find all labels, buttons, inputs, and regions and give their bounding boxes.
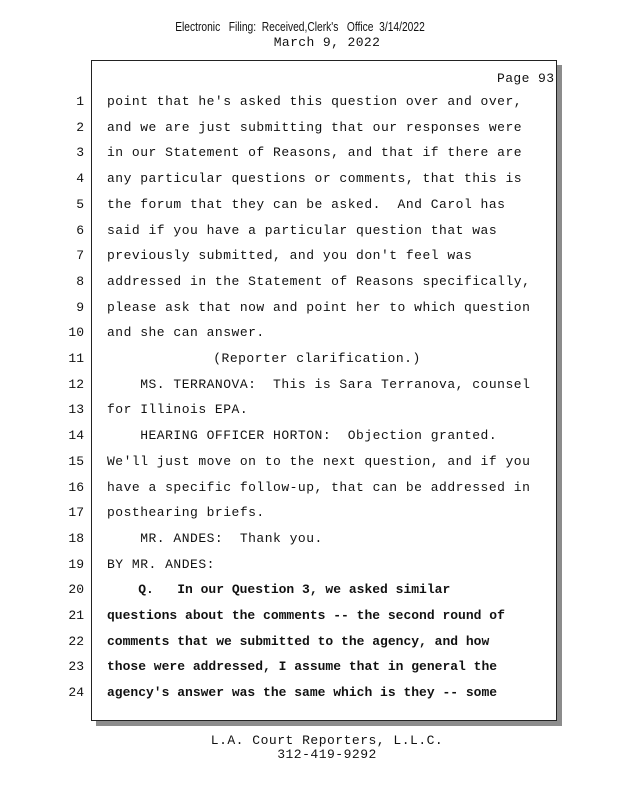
line-number: 3 bbox=[76, 145, 84, 160]
line-number: 5 bbox=[76, 197, 84, 212]
line-number: 21 bbox=[68, 608, 84, 623]
line-number: 16 bbox=[68, 480, 84, 495]
transcript-line: comments that we submitted to the agency, and how bbox=[107, 634, 490, 649]
transcript-line: MR. ANDES: Thank you. bbox=[107, 531, 323, 546]
transcript-line: previously submitted, and you don't feel was bbox=[107, 248, 473, 263]
line-number: 19 bbox=[68, 557, 84, 572]
line-number: 18 bbox=[68, 531, 84, 546]
line-number: 12 bbox=[68, 377, 84, 392]
line-number: 24 bbox=[68, 685, 84, 700]
line-number: 20 bbox=[68, 582, 84, 597]
filing-stamp: Electronic Filing: Received,Clerk's Office 3/14/2022 bbox=[175, 20, 425, 34]
line-number: 9 bbox=[76, 300, 84, 315]
transcript-line: We'll just move on to the next question, and if you bbox=[107, 454, 531, 469]
transcript-line: questions about the comments -- the second round of bbox=[107, 608, 505, 623]
transcript-line: the forum that they can be asked. And Carol has bbox=[107, 197, 506, 212]
line-number: 6 bbox=[76, 223, 84, 238]
line-number: 13 bbox=[68, 402, 84, 417]
line-number: 10 bbox=[68, 325, 84, 340]
transcript-line: MS. TERRANOVA: This is Sara Terranova, counsel bbox=[107, 377, 531, 392]
line-number: 1 bbox=[76, 94, 84, 109]
reporter-phone: 312-419-9292 bbox=[277, 747, 377, 762]
hearing-date: March 9, 2022 bbox=[273, 35, 381, 50]
line-number: 2 bbox=[76, 120, 84, 135]
transcript-line: in our Statement of Reasons, and that if there are bbox=[107, 145, 523, 160]
transcript-line: (Reporter clarification.) bbox=[213, 351, 421, 366]
transcript-line: have a specific follow-up, that can be addressed in bbox=[107, 480, 531, 495]
line-number: 11 bbox=[68, 351, 84, 366]
transcript-line: any particular questions or comments, that this is bbox=[107, 171, 523, 186]
transcript-line: and she can answer. bbox=[107, 325, 265, 340]
line-number: 7 bbox=[76, 248, 84, 263]
transcript-line: Q. In our Question 3, we asked similar bbox=[107, 582, 451, 597]
line-number: 22 bbox=[68, 634, 84, 649]
line-number: 8 bbox=[76, 274, 84, 289]
transcript-line: please ask that now and point her to which question bbox=[107, 300, 531, 315]
transcript-line: BY MR. ANDES: bbox=[107, 557, 215, 572]
transcript-line: for Illinois EPA. bbox=[107, 402, 249, 417]
transcript-line: and we are just submitting that our responses were bbox=[107, 120, 523, 135]
line-number: 17 bbox=[68, 505, 84, 520]
line-number: 23 bbox=[68, 659, 84, 674]
transcript-line: HEARING OFFICER HORTON: Objection granted. bbox=[107, 428, 498, 443]
transcript-line: said if you have a particular question that was bbox=[107, 223, 498, 238]
line-number: 15 bbox=[68, 454, 84, 469]
line-number: 14 bbox=[68, 428, 84, 443]
transcript-line: posthearing briefs. bbox=[107, 505, 265, 520]
transcript-line: agency's answer was the same which is they -- some bbox=[107, 685, 498, 700]
transcript-line: point that he's asked this question over and over, bbox=[107, 94, 523, 109]
transcript-line: addressed in the Statement of Reasons specifically, bbox=[107, 274, 531, 289]
page-number: Page 93 bbox=[497, 71, 555, 86]
line-number: 4 bbox=[76, 171, 84, 186]
reporter-company: L.A. Court Reporters, L.L.C. bbox=[210, 733, 444, 748]
transcript-line: those were addressed, I assume that in general the bbox=[107, 659, 498, 674]
